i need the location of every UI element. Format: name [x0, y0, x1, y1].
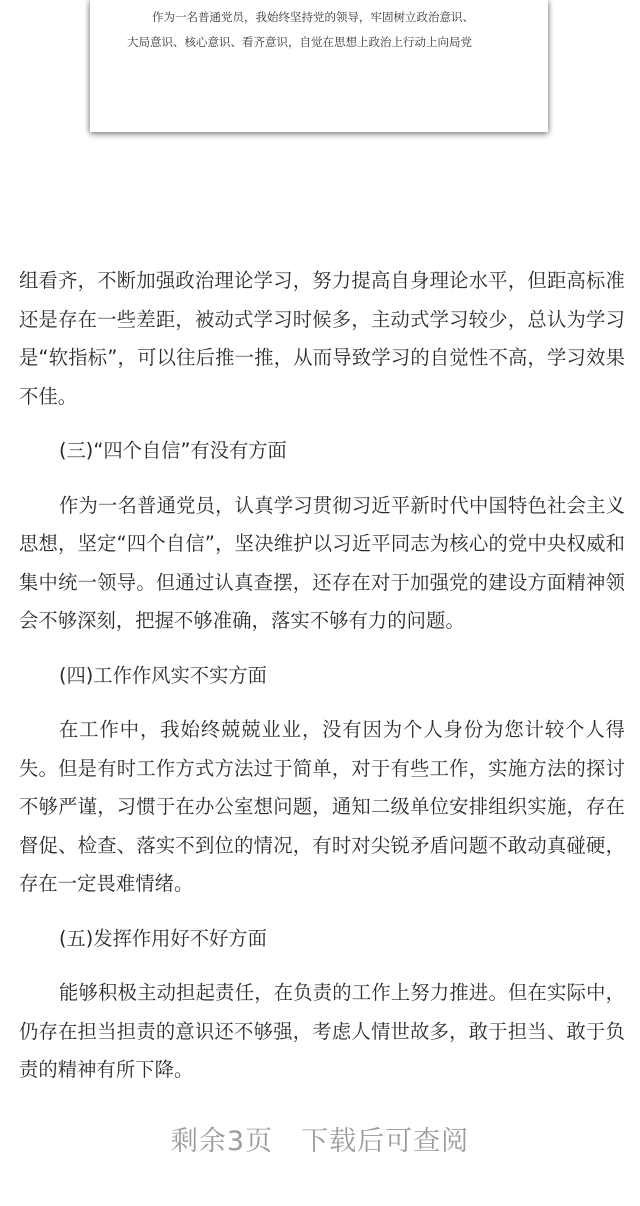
remaining-pages-label: 剩余3页 — [170, 1126, 274, 1157]
section-3-paragraph: 作为一名普通党员，认真学习贯彻习近平新时代中国特色社会主义思想，坚定“四个自信”，坚决维护以习近平同志为核心的党中央权威和集中统一领导。但通过认真查摆，还存在对于加强党的建设方面精神领会不够深刻，把握不够准确，落实不够有力的问题。 — [19, 493, 625, 632]
download-to-view-link[interactable]: 下载后可查阅 — [301, 1126, 470, 1157]
section-4-heading: (四)工作作风实不实方面 — [59, 663, 267, 687]
intro-paragraph: 组看齐，不断加强政治理论学习，努力提高自身理论水平，但距高标准还是存在一些差距，被动式学习时候多，主动式学习较少，总认为学习是“软指标”，可以往后推一推，从而导致学习的自觉性不高，学习效果不佳。 — [19, 269, 625, 408]
section-3-heading: (三)“四个自信”有没有方面 — [59, 439, 287, 462]
document-body — [19, 262, 625, 1090]
section-5-paragraph: 能够积极主动担起责任，在负责的工作上努力推进。但在实际中，仍存在担当担责的意识还不够强，考虑人情世故多，敢于担当、敢于负责的精神有所下降。 — [19, 981, 625, 1081]
document-preview-card — [90, 0, 548, 132]
section-4-paragraph: 在工作中，我始终兢兢业业，没有因为个人身份为您计较个人得失。但是有时工作方式方法过于简单，对于有些工作，实施方法的探讨不够严谨，习惯于在办公室想问题，通知二级单位安排组织实施，存在督促、检查、落实不到位的情况，有时对尖锐矛盾问题不敢动真碰硬，存在一定畏难情绪。 — [19, 718, 625, 895]
download-more-bar[interactable] — [0, 1122, 640, 1162]
section-5-heading: (五)发挥作用好不好方面 — [59, 926, 267, 950]
preview-text-line-2: 大局意识、核心意识、看齐意识，自觉在思想上政治上行动上向局党 — [127, 35, 472, 49]
preview-text-line-1: 作为一名普通党员，我始终坚持党的领导，牢固树立政治意识、 — [152, 10, 474, 24]
